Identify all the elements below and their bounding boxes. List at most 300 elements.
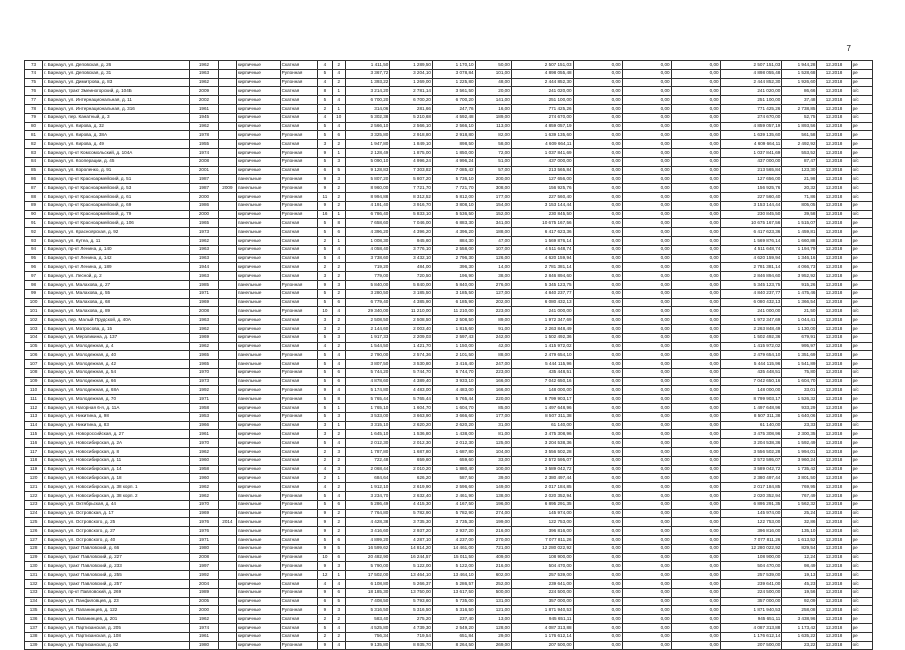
table-cell: 207 500,00	[720, 641, 782, 650]
table-cell: г. Барнаул, ул. Новосибирская, д. 38 корп. 1	[43, 483, 190, 492]
table-cell: о/с	[851, 641, 872, 650]
table-cell: 435 448,51	[511, 368, 573, 377]
table-cell: 251 100,00	[511, 96, 573, 105]
table-cell: 0,00	[671, 236, 720, 245]
table-cell: 1 415 972,02	[720, 342, 782, 351]
table-cell: 1963	[190, 245, 219, 254]
table-cell: 396 816,00	[511, 527, 573, 536]
table-cell: кирпичные	[236, 157, 280, 166]
table-cell: 679,91	[782, 333, 817, 342]
table-cell: 12.2018	[817, 289, 851, 298]
table-cell: 2 558,00	[432, 245, 475, 254]
table-cell: 0,00	[622, 210, 671, 219]
table-cell: 0,00	[671, 588, 720, 597]
table-cell: г. Барнаул, ул. Нагорная 6-я, д. 11А	[43, 404, 190, 413]
table-cell: 1 544,50	[345, 342, 390, 351]
table-cell: 5 210,68	[390, 113, 433, 122]
table-cell: кирпичные	[236, 448, 280, 457]
table-cell: 105	[25, 342, 43, 351]
table-cell: 0,00	[573, 474, 622, 483]
table-cell: 213 565,84	[720, 166, 782, 175]
table-cell: 242,00	[475, 333, 511, 342]
table-cell: 12.2018	[817, 553, 851, 562]
table-cell: 8	[317, 87, 332, 96]
table-cell: 0,00	[622, 412, 671, 421]
table-cell: 126	[25, 527, 43, 536]
table-cell: 72,00	[475, 148, 511, 157]
table-cell: 2 263 848,49	[720, 324, 782, 333]
table-cell: 1969	[190, 298, 219, 307]
table-cell: 104,00	[475, 448, 511, 457]
table-cell: ре	[851, 456, 872, 465]
table-cell: 4 066,73	[782, 263, 817, 272]
table-cell: ре	[851, 280, 872, 289]
table-cell: 5 744,70	[390, 368, 433, 377]
table-cell: 3 952,92	[782, 272, 817, 281]
table-cell: 4	[317, 483, 332, 492]
table-cell: 12.2018	[817, 412, 851, 421]
table-cell	[218, 641, 236, 650]
table-cell: 2 012,30	[432, 439, 475, 448]
table-cell: 0,00	[671, 166, 720, 175]
table-cell: 719,20	[345, 263, 390, 272]
table-cell: 3 589 042,72	[720, 465, 782, 474]
table-cell: 166,00	[475, 377, 511, 386]
table-row	[25, 254, 873, 263]
table-row	[25, 430, 873, 439]
table-cell: 1980	[190, 641, 219, 650]
table-cell: 6 080 432,13	[511, 298, 573, 307]
table-cell: 275,20	[390, 615, 433, 624]
table-cell: 5	[332, 166, 345, 175]
table-cell: 5 840,00	[432, 280, 475, 289]
table-cell: 0,00	[573, 360, 622, 369]
table-row	[25, 571, 873, 580]
table-cell: 0,00	[573, 421, 622, 430]
table-cell: г. Барнаул, ул. Лесной, д. 2	[43, 272, 190, 281]
table-cell: 237,40	[432, 615, 475, 624]
table-row	[25, 412, 873, 421]
table-cell: 156 925,76	[720, 184, 782, 193]
table-cell: панельные	[236, 492, 280, 501]
table-cell: г. Барнаул, ул. Партизанская, д. 205	[43, 624, 190, 633]
table-cell: 1 173,42	[782, 624, 817, 633]
table-cell: 14,00	[475, 263, 511, 272]
table-cell: о/с	[851, 157, 872, 166]
table-cell: 0,00	[622, 342, 671, 351]
table-cell: 12.2018	[817, 465, 851, 474]
table-cell: г. Барнаул, тракт Павловский, д. 255	[43, 571, 190, 580]
table-cell: Скатная	[280, 61, 317, 70]
table-cell: 7 303,82	[390, 166, 433, 175]
table-cell: 119	[25, 465, 43, 474]
table-row	[25, 289, 873, 298]
table-cell: 1971	[190, 536, 219, 545]
table-cell: 9	[317, 606, 332, 615]
table-cell: 4	[332, 641, 345, 650]
table-cell: 1976	[190, 527, 219, 536]
table-row	[25, 104, 873, 113]
table-cell: 9	[317, 184, 332, 193]
table-cell: 602,00	[475, 571, 511, 580]
table-cell: 12.2018	[817, 166, 851, 175]
table-cell: 2 479 654,10	[720, 351, 782, 360]
table-cell: 2001	[190, 166, 219, 175]
table-cell: 651,84	[432, 632, 475, 641]
table-cell: 274 670,00	[720, 113, 782, 122]
table-cell	[218, 113, 236, 122]
table-cell: 247,00	[475, 360, 511, 369]
table-cell: 3 475 308,96	[720, 430, 782, 439]
table-cell: 135	[25, 606, 43, 615]
table-cell: 5 782,90	[390, 509, 433, 518]
table-cell: 5	[317, 245, 332, 254]
table-cell: г. Барнаул, ул. Малахова, д. 89	[43, 307, 190, 316]
table-cell: 0,00	[671, 272, 720, 281]
table-cell: 216,00	[475, 527, 511, 536]
table-cell: 1 411,50	[345, 61, 390, 70]
table-cell: 2	[317, 456, 332, 465]
table-row	[25, 641, 873, 650]
table-cell: 12.2018	[817, 518, 851, 527]
table-cell: 6 417 623,36	[720, 228, 782, 237]
table-cell: 898,50	[432, 140, 475, 149]
table-cell: 3 185,50	[432, 289, 475, 298]
table-cell: 0,00	[573, 465, 622, 474]
table-cell: 8 312,52	[390, 192, 433, 201]
table-cell: 0,00	[671, 298, 720, 307]
table-cell: 12.2018	[817, 324, 851, 333]
table-cell: 23,22	[782, 641, 817, 650]
table-cell: 0,00	[622, 518, 671, 527]
table-cell: 9	[317, 588, 332, 597]
table-cell: 0,00	[573, 61, 622, 70]
table-cell: 9	[317, 509, 332, 518]
table-cell: 357 000,00	[511, 597, 573, 606]
table-cell: 0,00	[671, 219, 720, 228]
table-cell: 5	[317, 404, 332, 413]
table-cell: 109	[25, 377, 43, 386]
table-cell	[218, 544, 236, 553]
table-cell: 0,00	[671, 615, 720, 624]
table-row	[25, 307, 873, 316]
table-cell: 3 438,96	[782, 615, 817, 624]
table-cell: 0,00	[622, 219, 671, 228]
table-cell: 5	[317, 289, 332, 298]
table-cell: 2 937,20	[432, 527, 475, 536]
table-cell: 4 840 237,77	[511, 289, 573, 298]
table-cell: 1 604,70	[782, 377, 817, 386]
table-cell: 108 900,00	[511, 553, 573, 562]
table-cell: 0,00	[573, 122, 622, 131]
table-cell: кирпичные	[236, 324, 280, 333]
table-cell	[218, 342, 236, 351]
table-cell	[218, 421, 236, 430]
table-cell: 2 380 497,44	[511, 474, 573, 483]
table-cell: 149,00	[475, 483, 511, 492]
table-cell: 0,00	[573, 245, 622, 254]
table-cell: Скатная	[280, 104, 317, 113]
table-cell: 223,00	[475, 368, 511, 377]
table-cell: 125,00	[475, 439, 511, 448]
table-cell: о/с	[851, 96, 872, 105]
table-cell: 5 345 123,75	[720, 280, 782, 289]
table-cell: 1 972 347,69	[511, 316, 573, 325]
table-cell: 16,00	[475, 104, 511, 113]
table-cell: 20 482,90	[345, 553, 390, 562]
table-cell: 0,00	[622, 430, 671, 439]
table-cell: о/с	[851, 509, 872, 518]
table-cell: 118	[25, 456, 43, 465]
table-cell: 74	[25, 69, 43, 78]
table-cell: 1 604,70	[432, 404, 475, 413]
table-cell: о/с	[851, 307, 872, 316]
table-cell: 12.2018	[817, 421, 851, 430]
table-cell: 4	[332, 492, 345, 501]
table-cell: кирпичные	[236, 632, 280, 641]
table-cell: 45,23	[782, 580, 817, 589]
table-cell: 117	[25, 448, 43, 457]
table-cell: 2 574,36	[390, 351, 433, 360]
table-cell: 2 508,50	[390, 316, 433, 325]
table-cell: 4	[317, 61, 332, 70]
table-cell: 0,00	[573, 571, 622, 580]
table-cell: панельные	[236, 307, 280, 316]
table-cell: 108	[25, 368, 43, 377]
table-cell: кирпичные	[236, 641, 280, 650]
table-cell: 5	[317, 333, 332, 342]
table-cell: 2 010,20	[390, 465, 433, 474]
table-cell: 1958	[190, 465, 219, 474]
table-cell: 0,00	[622, 483, 671, 492]
table-cell: 12	[317, 571, 332, 580]
table-cell: 722,48	[345, 456, 390, 465]
table-cell: 0,00	[622, 87, 671, 96]
table-cell	[218, 201, 236, 210]
table-cell: 1 880,40	[432, 465, 475, 474]
table-cell: 101,00	[475, 69, 511, 78]
table-cell: г. Барнаул, ул. Партизанская, д. 82	[43, 641, 190, 650]
table-cell: 113,00	[475, 122, 511, 131]
table-cell: 5 122,00	[390, 562, 433, 571]
table-cell: 2 846 894,60	[511, 272, 573, 281]
table-cell: 4 859 057,19	[720, 122, 782, 131]
table-cell: 5 302,38	[345, 113, 390, 122]
table-cell: 437 000,00	[720, 157, 782, 166]
table-cell: 0,00	[573, 518, 622, 527]
table-cell: 2 790,00	[345, 351, 390, 360]
table-cell: 583,40	[345, 615, 390, 624]
table-cell: кирпичные	[236, 104, 280, 113]
table-cell: 0,00	[671, 509, 720, 518]
table-cell: 2	[317, 615, 332, 624]
table-cell	[218, 536, 236, 545]
table-row	[25, 527, 873, 536]
table-cell: 5 536,50	[432, 210, 475, 219]
table-row	[25, 210, 873, 219]
table-cell: ре	[851, 395, 872, 404]
table-cell: 12.2018	[817, 492, 851, 501]
table-cell: 0,00	[573, 236, 622, 245]
table-cell: 90	[25, 210, 43, 219]
table-cell: 139	[25, 641, 43, 650]
table-cell: 0,00	[622, 228, 671, 237]
table-cell: 5	[317, 351, 332, 360]
table-cell: 5 316,50	[390, 606, 433, 615]
table-cell: 1 421,70	[390, 342, 433, 351]
table-cell: 1 037 841,69	[511, 148, 573, 157]
table-cell: 9	[317, 527, 332, 536]
table-cell: Рулонная	[280, 518, 317, 527]
table-cell: 12.2018	[817, 474, 851, 483]
table-cell: 25,24	[782, 509, 817, 518]
table-cell: 1 871 940,53	[720, 606, 782, 615]
table-cell: 4 899,20	[345, 536, 390, 545]
table-cell: 1962	[190, 61, 219, 70]
table-row	[25, 324, 873, 333]
table-cell: 6	[317, 597, 332, 606]
table-cell	[218, 500, 236, 509]
table-cell: 2	[317, 104, 332, 113]
table-cell: 0,00	[622, 236, 671, 245]
table-cell: 239 641,00	[720, 580, 782, 589]
table-cell: 0,00	[622, 122, 671, 131]
table-cell: 5 090,10	[345, 157, 390, 166]
table-cell: 0,00	[573, 298, 622, 307]
table-cell	[218, 69, 236, 78]
table-cell: 484,00	[390, 263, 433, 272]
table-cell: г. Барнаул, ул. Новосибирская, д. 2А	[43, 439, 190, 448]
table-cell: 12.2018	[817, 307, 851, 316]
table-cell: 1970	[190, 500, 219, 509]
table-cell: 0,00	[622, 280, 671, 289]
table-cell: г. Барнаул, ул. Никитина, д. 83	[43, 421, 190, 430]
table-cell: 3 204 538,36	[511, 439, 573, 448]
table-cell: 0,00	[622, 624, 671, 633]
table-row	[25, 509, 873, 518]
table-cell: 2008	[190, 553, 219, 562]
table-cell: 3 556 502,28	[511, 448, 573, 457]
table-cell: 2 012,30	[345, 439, 390, 448]
table-cell: 1961	[190, 430, 219, 439]
table-cell: 6 185,90	[432, 298, 475, 307]
table-cell: 98	[25, 280, 43, 289]
table-cell: 2 597,43	[432, 333, 475, 342]
table-cell: 0,00	[671, 280, 720, 289]
table-cell: 2	[317, 448, 332, 457]
table-cell: панельные	[236, 289, 280, 298]
table-cell: 156 925,76	[511, 184, 573, 193]
table-cell: 0,00	[671, 69, 720, 78]
table-cell: 12.2018	[817, 615, 851, 624]
table-cell: 1 497 648,96	[511, 404, 573, 413]
table-cell: ре	[851, 342, 872, 351]
table-cell: 241 000,00	[720, 307, 782, 316]
table-cell: 4 898 055,48	[720, 69, 782, 78]
table-cell: кирпичные	[236, 439, 280, 448]
table-row	[25, 219, 873, 228]
table-cell: 78	[25, 104, 43, 113]
table-cell: 5 807,20	[390, 175, 433, 184]
table-cell: 1961	[190, 104, 219, 113]
table-cell: Скатная	[280, 430, 317, 439]
table-cell: 0,00	[573, 404, 622, 413]
table-cell: 5 316,50	[432, 606, 475, 615]
table-cell: Рулонная	[280, 509, 317, 518]
table-cell: 0,00	[671, 324, 720, 333]
table-cell: 132	[25, 580, 43, 589]
table-cell: 2 507 151,03	[511, 61, 573, 70]
table-cell: 0,00	[622, 632, 671, 641]
table-cell: 769,95	[782, 483, 817, 492]
table-cell: 0,00	[573, 140, 622, 149]
table-cell: 0,00	[671, 351, 720, 360]
table-cell: кирпичные	[236, 236, 280, 245]
table-cell: 12.2018	[817, 439, 851, 448]
table-cell: 0,00	[573, 157, 622, 166]
table-cell: Скатная	[280, 87, 317, 96]
table-cell: г. Барнаул, ул. Молодежная, д. 66	[43, 377, 190, 386]
table-cell: 3 735,30	[390, 518, 433, 527]
table-cell: 2 101,50	[432, 351, 475, 360]
table-cell: панельные	[236, 184, 280, 193]
table-cell: ре	[851, 104, 872, 113]
table-cell: 0,00	[573, 386, 622, 395]
table-cell: 0,00	[622, 588, 671, 597]
table-cell: 57,00	[475, 166, 511, 175]
table-cell: 12.2018	[817, 456, 851, 465]
table-cell	[218, 606, 236, 615]
table-cell: 4 620 159,94	[720, 254, 782, 263]
table-cell: 1969	[190, 509, 219, 518]
table-cell: Рулонная	[280, 368, 317, 377]
table-cell: 1 170,10	[432, 61, 475, 70]
table-cell: 1961	[190, 632, 219, 641]
table-cell: 274 670,00	[511, 113, 573, 122]
table-cell: панельные	[236, 536, 280, 545]
table-cell: 102	[25, 316, 43, 325]
table-cell: Скатная	[280, 597, 317, 606]
table-cell: 0,00	[573, 368, 622, 377]
table-cell: 2 566,10	[345, 122, 390, 131]
table-cell: 2000	[190, 210, 219, 219]
table-cell	[218, 166, 236, 175]
table-cell: 1986	[190, 201, 219, 210]
table-row	[25, 456, 873, 465]
table-cell: 0,00	[622, 245, 671, 254]
table-cell: 1 289,50	[390, 61, 433, 70]
table-cell: 2 596,60	[432, 483, 475, 492]
table-cell: 116	[25, 439, 43, 448]
table-cell: 0,00	[573, 192, 622, 201]
table-cell: 126,00	[475, 254, 511, 263]
table-row	[25, 157, 873, 166]
table-cell: Скатная	[280, 342, 317, 351]
table-cell: Рулонная	[280, 78, 317, 87]
table-cell: 0,00	[573, 500, 622, 509]
table-cell: 7 658,60	[345, 219, 390, 228]
table-cell: 9 135,80	[345, 641, 390, 650]
table-cell: 2 918,80	[432, 131, 475, 140]
table-cell: 5	[317, 228, 332, 237]
table-cell	[218, 254, 236, 263]
table-cell: 3	[317, 430, 332, 439]
table-cell: 2	[332, 527, 345, 536]
table-cell: 12.2018	[817, 280, 851, 289]
table-cell: 1973	[190, 228, 219, 237]
table-cell: 314,06	[345, 104, 390, 113]
table-cell: панельные	[236, 280, 280, 289]
